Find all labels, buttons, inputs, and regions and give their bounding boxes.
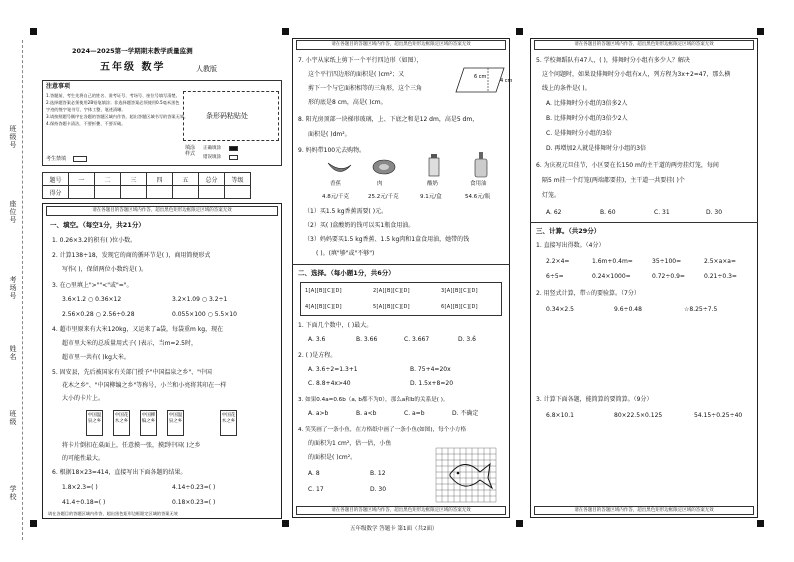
- q1-2b: 写作( )，保留两位小数约是( )。: [62, 266, 148, 273]
- label-6cm: 6 cm: [474, 74, 487, 80]
- calc-3-item: 6.8×10.1: [546, 412, 574, 419]
- calc-1-item: 1.6m+0.4m=: [592, 258, 633, 265]
- side-label-classno: 班级号: [9, 125, 17, 149]
- s3-opt-d: D. 不确定: [452, 410, 479, 417]
- answer-warning-bar: 请在各题目的答题区域内作答，超出黑色矩形边框限定区域的答案无效: [296, 506, 506, 515]
- q1-5e: 的可能性最大。: [62, 455, 105, 462]
- calc-3: 3. 计算下面各题，能简算的要简算。（9分）: [536, 396, 653, 403]
- card-willow: 中国柳编之乡: [140, 410, 157, 436]
- side-label-class: 班级: [9, 410, 17, 426]
- edition: 人教版: [196, 65, 217, 73]
- section2-title: 二、选择。（每小题1分，共6分）: [294, 268, 404, 280]
- q1-4c: 超市里一共有( )kg大米。: [62, 354, 130, 361]
- q1-5d: 将卡片倒扣在桌面上，任意摸一张，摸到中国( )之乡: [62, 442, 201, 449]
- calc-1-item: 2.2×4=: [546, 258, 570, 265]
- label-4cm: 4 cm: [500, 78, 513, 84]
- c3-q6-opt-a: A. 62: [546, 209, 562, 216]
- q1-6-r1b: 4.14÷0.23=( ): [172, 484, 216, 491]
- absent-checkbox[interactable]: [73, 156, 87, 162]
- choice-row[interactable]: 1[A][B][C][D]: [305, 288, 342, 294]
- q7d: 形的底是8 cm，高是( )cm。: [308, 99, 387, 106]
- s1-opt-c: C. 3.667: [404, 336, 430, 343]
- goods-name: 食用油: [470, 181, 487, 187]
- calc-1-item: 6÷5=: [546, 273, 564, 280]
- fill-style-label: 填涂样式: [185, 145, 196, 157]
- subject-line: 五年级 数学: [100, 62, 166, 73]
- q1-2a: 2. 计算138÷18，发现它的商的循环节是( )，商用简便形式: [52, 252, 211, 259]
- q1-3-r1b: 3.2×1.09 ○ 3.2÷1: [172, 296, 228, 303]
- score-cell: 得分: [43, 186, 69, 199]
- answer-warning-bar: 请在各题目的答题区域内作答，超出黑色矩形边框限定区域的答案无效: [296, 40, 506, 50]
- s2-opt-d: D. 1.5x+8=20: [410, 380, 454, 387]
- q1-1: 1. 0.26×3.2的积有( )位小数。: [52, 237, 137, 244]
- c3-q6-opt-c: C. 31: [654, 209, 670, 216]
- calc-1: 1. 直接写出得数。（4分）: [536, 242, 605, 249]
- registration-mark: [757, 520, 764, 527]
- score-cell: 题号: [43, 173, 69, 186]
- q9-3b: ( )。(填"够"或"不够"): [316, 250, 375, 257]
- notice-line: 字迹的签字笔书写，字体工整，笔迹清晰。: [46, 107, 126, 112]
- absent-label: 考生禁填: [46, 156, 67, 162]
- q1-5b: 花木之乡"、"中国柳编之乡"等称号，小兰和小亮将其印在一样: [62, 382, 227, 389]
- q1-3-r2a: 2.56×0.28 ○ 2.56÷0.28: [62, 311, 135, 318]
- yogurt-icon: [425, 152, 443, 178]
- score-cell: 五: [173, 173, 199, 186]
- choice-row[interactable]: 6[A][B][C][D]: [441, 304, 478, 310]
- cut-line: [22, 40, 23, 540]
- q9: 9. 妈妈带100元去购物。: [298, 147, 366, 154]
- card-hot-spring: 中国温泉之乡: [86, 410, 103, 436]
- score-cell: 二: [95, 173, 121, 186]
- goods-price: 9.1元/盒: [420, 194, 442, 200]
- q8b: 面积是( )dm²。: [308, 131, 351, 138]
- binding-margin: [0, 0, 36, 562]
- calc-2: 2. 用竖式计算，带☆的要验算。（7分）: [536, 290, 640, 297]
- fill-wrong-label: 错误填涂: [203, 155, 221, 160]
- score-input[interactable]: [121, 186, 147, 199]
- meat-icon: [370, 157, 398, 177]
- registration-mark: [282, 28, 289, 35]
- s1-opt-b: B. 3.66: [356, 336, 378, 343]
- goods-name: 肉: [377, 181, 383, 187]
- q9-2: （2）买( )盒酸奶的钱可以买1瓶食用油。: [304, 222, 415, 229]
- section-divider: [530, 222, 758, 223]
- notice-line: 4.保持答题卡清洁，不要折叠、不要弄破。: [46, 121, 126, 126]
- q1-6-r2a: 41.4÷0.18=( ): [62, 499, 106, 506]
- goods-name: 酸奶: [427, 181, 439, 187]
- score-input[interactable]: [69, 186, 95, 199]
- q1-3-r1a: 3.6×1.2 ○ 0.36×12: [62, 296, 122, 303]
- choice-row[interactable]: 2[A][B][C][D]: [373, 288, 410, 294]
- goods-price: 4.8元/千克: [322, 194, 350, 200]
- c3-q5-opt-d: D. 再增加2人就是排舞时分小组的3倍: [546, 145, 647, 152]
- score-cell: 等级: [225, 173, 251, 186]
- s1-opt-a: A. 3.6: [308, 336, 326, 343]
- parallelogram-figure: [452, 64, 513, 98]
- calc-3-work-area[interactable]: [536, 426, 752, 502]
- s2: 2. ( )是方程。: [298, 352, 337, 359]
- registration-mark: [282, 520, 289, 527]
- goods-name: 香蕉: [330, 181, 342, 187]
- c3-q5b: 这个问题时，如果设排舞时分小组有x人，列方程为3x+2=47，那么横: [542, 71, 731, 78]
- s2-opt-a: A. 3.6÷2=1.3+1: [308, 366, 358, 373]
- score-header-row: [43, 173, 251, 186]
- score-cell: 总分: [199, 173, 225, 186]
- c3-q5a: 5. 学校舞蹈队有47人，( )，排舞时分小组有多少人？解决: [536, 57, 690, 64]
- card-hot-spring: 中国温泉之乡: [167, 410, 184, 436]
- q7a: 7. 小宇从家纸上剪下一个平行四边形（如图），: [298, 57, 423, 64]
- q1-6-r2b: 0.18×0.23=( ): [172, 499, 216, 506]
- calc-3-item: 54.15÷0.25÷40: [694, 412, 743, 419]
- oil-bottle-icon: [472, 150, 490, 178]
- calc-3-item: 80×22.5×0.125: [614, 412, 663, 419]
- s4-opt-d: D. 30: [370, 486, 387, 493]
- section-divider: [292, 264, 510, 265]
- q8a: 8. 阳光房顶部一块梯形玻璃，上、下底之和是12 dm，高是5 dm，: [298, 116, 479, 123]
- score-table: [42, 172, 251, 199]
- banana-icon: [325, 157, 353, 177]
- s4a: 4. 笑笑画了一条小鱼，在方格纸中画了一条小鱼(如图)，每个小方格: [298, 427, 467, 433]
- score-cell: 三: [121, 173, 147, 186]
- q1-4a: 4. 超市里原来有大米120kg，又运来了a袋，每袋重m kg，现在: [52, 326, 224, 333]
- answer-warning-bar: 请在各题目的答题区域内作答，超出黑色矩形边框限定区域的答案无效: [46, 206, 278, 216]
- s1-opt-d: D. 3.6̇: [458, 336, 476, 343]
- exam-title: 2024—2025第一学期期末教学质量监测: [72, 47, 193, 55]
- s3: 3. 如果0.4a=0.6b（a, b都不为0），那么a和b的关系是( )。: [298, 397, 449, 403]
- calc-2-item: ☆8.25÷7.5: [684, 306, 718, 313]
- c3-q6c: 灯笼。: [542, 192, 561, 199]
- score-input[interactable]: [95, 186, 121, 199]
- calc-2-item: 0.34×2.5: [546, 306, 574, 313]
- side-label-name: 姓名: [9, 345, 17, 361]
- answer-warning-bar: 请在各题目的答题区域内作答，超出黑色矩形边框限定区域的答案无效: [534, 506, 754, 515]
- c3-q5-opt-a: A. 比排舞时分小组的3倍多2人: [546, 100, 628, 107]
- q1-6-r1a: 1.8×2.3=( ): [62, 484, 98, 491]
- notice-line: 3.请按照题号顺序在各题的答题区域内作答，超出答题区域书写的答案无效。: [46, 114, 189, 119]
- q1-6: 6. 根据18×23=414，直接写出下面各题的结果。: [52, 469, 187, 476]
- c3-q5-opt-c: C. 是排舞时分小组的3倍: [546, 130, 612, 137]
- q9-1: （1）买1.5 kg香蕉需要( )元。: [304, 208, 388, 215]
- notice-title: 注意事项: [46, 83, 71, 90]
- side-label-room: 考场号: [9, 276, 17, 300]
- s2-opt-b: B. 75+4=20x: [410, 366, 451, 373]
- choice-row[interactable]: 5[A][B][C][D]: [373, 304, 410, 310]
- calc-2-work-area[interactable]: [536, 320, 752, 386]
- s3-opt-a: A. a>b: [308, 410, 329, 417]
- registration-mark: [757, 28, 764, 35]
- c3-q6b: 隔5 m挂一个灯笼(两端都要挂)，主干道一共要挂( )个: [542, 177, 685, 184]
- section3-title: 三、计算。（共29分）: [532, 226, 642, 238]
- goods-price: 54.6元/瓶: [465, 194, 491, 200]
- q1-3-r2b: 0.055×100 ○ 5.5×10: [172, 311, 237, 318]
- q1-5c: 大小的卡片上。: [62, 395, 105, 402]
- calc-1-item: 35÷100=: [652, 258, 682, 265]
- s4-opt-a: A. 8: [308, 470, 320, 477]
- barcode-label: 条形码粘贴处: [206, 112, 248, 120]
- footer-warning: 请在各题目的答题区域内作答，超出黑色矩形边框限定区域的答案无效: [48, 511, 178, 516]
- calc-1-item: 0.72÷0.9=: [652, 273, 685, 280]
- c3-q5c: 线上的条件是( )。: [542, 85, 591, 92]
- section1-title: 一、填空。（每空1分，共21分）: [46, 220, 156, 233]
- score-cell: 四: [147, 173, 173, 186]
- answer-warning-bar: 请在各题目的答题区域内作答，超出黑色矩形边框限定区域的答案无效: [534, 40, 754, 50]
- choice-bubble-grid: [300, 282, 502, 316]
- score-input[interactable]: [147, 186, 173, 199]
- score-cell: 一: [69, 173, 95, 186]
- fill-correct-sample: [229, 146, 238, 151]
- score-input[interactable]: [173, 186, 199, 199]
- q1-5a: 5. 固安县，先后被国家有关部门授予"中国温泉之乡"、"中国: [52, 369, 212, 376]
- page-footer: 五年级数学 答题卡 第1面（共2面）: [350, 526, 438, 532]
- score-input[interactable]: [199, 186, 225, 199]
- s4b: 的面积为1 cm²，估一估，小鱼: [308, 440, 392, 447]
- calc-1-item: 0.24×1000=: [592, 273, 631, 280]
- q7b: 这个平行四边形的面积是( )cm²；又: [308, 71, 405, 78]
- q1-4b: 超市里大米的总质量用式子( )表示，当m=2.5时，: [62, 340, 198, 347]
- registration-mark: [516, 28, 523, 35]
- notice-line: 1.答题前，考生先将自己的姓名、准考证号、考场号、座位号填写清楚。: [46, 93, 180, 98]
- fill-wrong-sample: [229, 155, 238, 160]
- fish-grid-figure: [436, 448, 496, 502]
- q1-3: 3. 在○里填上">""<"或"="。: [52, 282, 133, 289]
- score-input[interactable]: [225, 186, 251, 199]
- choice-row[interactable]: 4[A][B][C][D]: [305, 304, 342, 310]
- side-label-seat: 座位号: [9, 200, 17, 224]
- choice-row[interactable]: 3[A][B][C][D]: [441, 288, 478, 294]
- c3-q5-opt-b: B. 比排舞时分小组的3倍少2人: [546, 115, 628, 122]
- s3-opt-c: C. a=b: [404, 410, 425, 417]
- s3-opt-b: B. a<b: [356, 410, 377, 417]
- card-flower-wood: 中国花木之乡: [113, 410, 130, 436]
- fill-correct-label: 正确填涂: [203, 146, 221, 151]
- q9-3a: （3）妈妈要买1.5 kg香蕉、1.5 kg肉和1盒食用油，她带的钱: [304, 236, 470, 243]
- notice-line: 2.选择题答案必须使用2B铅笔填涂；非选择题答案必须使用0.5毫米黑色: [46, 100, 180, 105]
- calc-2-item: 9.6÷0.48: [614, 306, 642, 313]
- s2-opt-c: C. 8.8+4x>40: [308, 380, 351, 387]
- notice-panel: [42, 80, 282, 166]
- goods-price: 25.2元/千克: [368, 194, 399, 200]
- calc-1-item: 2.5×a×a=: [704, 258, 736, 265]
- calc-1-item: 0.21÷0.3=: [704, 273, 737, 280]
- q7c: 剪下一个与它面积相等的三角形，这个三角: [308, 85, 423, 92]
- registration-mark: [516, 520, 523, 527]
- s4-opt-b: B. 12: [370, 470, 386, 477]
- c3-q6a: 6. 为庆祝元旦佳节，小区要在长150 m的主干道的两旁挂灯笼，每间: [536, 162, 719, 169]
- s4c: 的面积是( )cm²。: [308, 454, 357, 461]
- barcode-area: [183, 91, 279, 141]
- side-label-school: 学校: [9, 485, 17, 501]
- s4-opt-c: C. 17: [308, 486, 324, 493]
- card-flower-wood: 中国花木之乡: [220, 410, 237, 436]
- c3-q6-opt-b: B. 60: [600, 209, 616, 216]
- s1: 1. 下面几个数中，( )最大。: [298, 322, 373, 329]
- c3-q6-opt-d: D. 30: [706, 209, 723, 216]
- score-value-row: [43, 186, 251, 199]
